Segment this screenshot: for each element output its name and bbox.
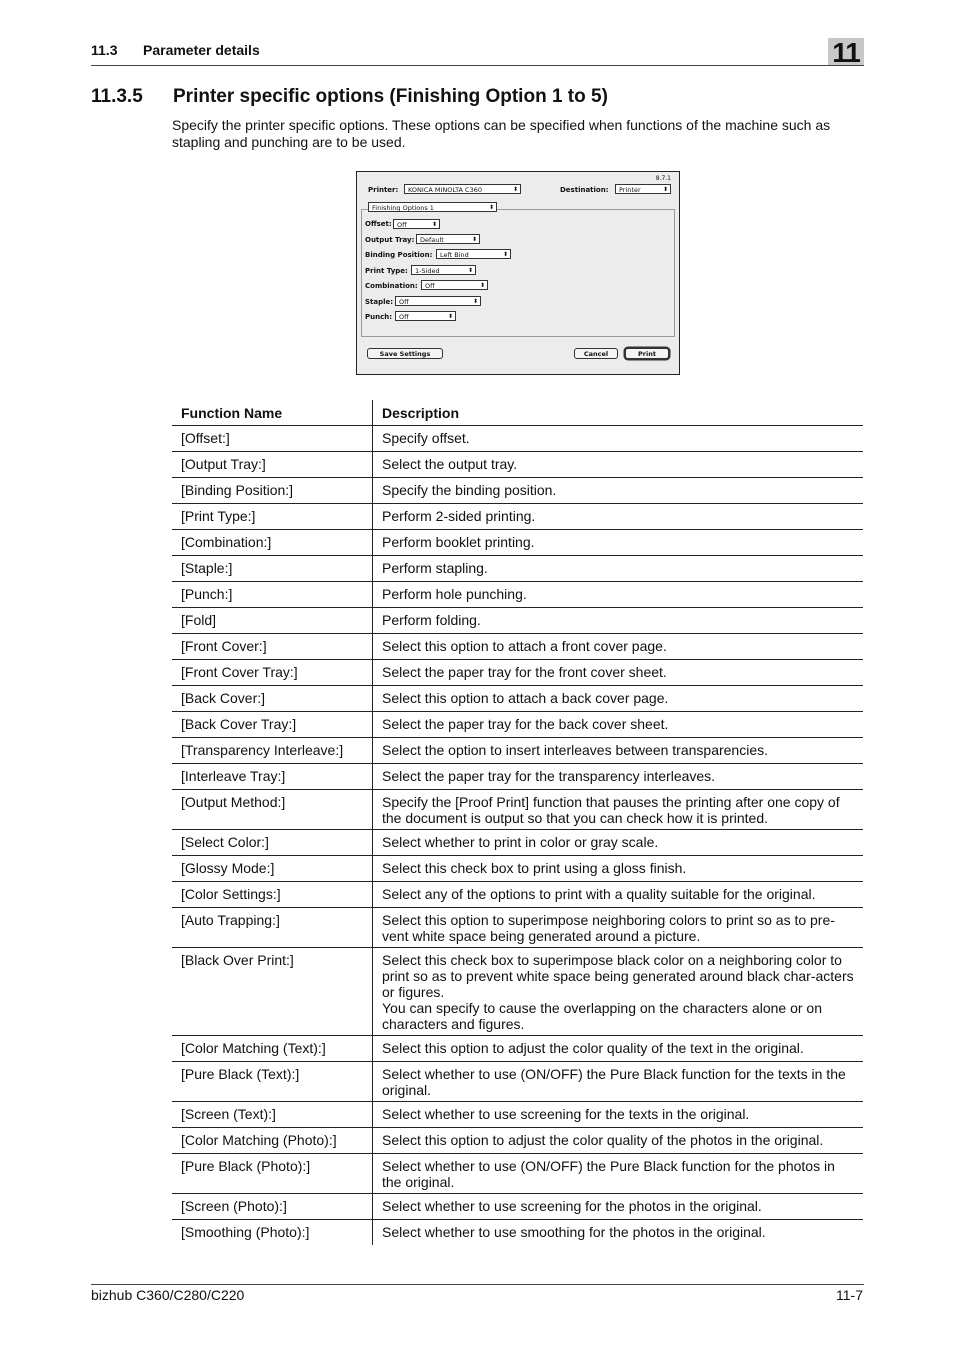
printer-popup[interactable] [404,184,521,194]
staple-popup[interactable] [395,296,481,306]
function-name-cell: [Output Method:] [172,790,373,830]
table-row [172,1102,863,1128]
punch-popup[interactable] [395,311,456,321]
table-row [172,712,863,738]
function-name-cell: [Black Over Print:] [172,948,373,1036]
description-cell: Select whether to use (ON/OFF) the Pure Black function for the texts in the original. [382,1066,846,1098]
description-cell: Select this option to attach a front cover page. [382,638,667,654]
table-row [172,1194,863,1220]
header-section-title: Parameter details [143,42,260,58]
popup-arrows-icon: ⬍ [447,313,453,320]
table-row [172,582,863,608]
function-name-cell: [Back Cover:] [172,686,373,712]
popup-arrows-icon: ⬍ [471,236,477,243]
function-name-cell: [Output Tray:] [172,452,373,478]
function-name-cell: [Color Matching (Text):] [172,1036,373,1062]
description-cell: Select the paper tray for the transparency interleaves. [382,768,716,784]
staple-value: Off [399,298,409,306]
popup-arrows-icon: ⬍ [472,298,478,305]
binding-position-label: Binding Position: [365,251,433,259]
staple-label: Staple: [365,298,394,306]
table-body [172,426,863,1246]
intro-paragraph: Specify the printer specific options. These options can be specified when functions of the machine such as stapling and punching are to be used. [172,117,831,150]
table-row [172,530,863,556]
function-name-cell: [Front Cover:] [172,634,373,660]
chapter-number-badge: 11 [828,38,864,65]
table-row [172,1036,863,1062]
printer-label: Printer: [368,186,399,194]
description-cell: Select whether to print in color or gray scale. [382,834,659,850]
description-cell: Specify the binding position. [382,482,557,498]
description-cell: Perform stapling. [382,560,488,576]
parameter-table [172,400,863,1245]
table-row [172,738,863,764]
function-name-cell: [Offset:] [172,426,373,452]
function-name-cell: [Auto Trapping:] [172,908,373,948]
table-row [172,948,863,1036]
printer-popup-value: KONICA MINOLTA C360 [408,186,483,194]
function-name-cell: [Select Color:] [172,830,373,856]
cancel-button[interactable]: Cancel [574,348,618,359]
function-name-cell: [Back Cover Tray:] [172,712,373,738]
output-tray-popup[interactable] [416,234,480,244]
save-settings-button[interactable]: Save Settings [367,348,443,359]
popup-arrows-icon: ⬍ [662,186,668,193]
function-name-cell: [Print Type:] [172,504,373,530]
popup-arrows-icon: ⬍ [488,204,494,211]
function-name-cell: [Punch:] [172,582,373,608]
combination-popup[interactable] [421,280,488,290]
function-name-cell: [Pure Black (Text):] [172,1062,373,1102]
binding-position-popup[interactable] [436,249,511,259]
description-cell: Select whether to use (ON/OFF) the Pure Black function for the photos in the original. [382,1158,835,1190]
offset-label: Offset: [365,220,392,228]
table-row [172,452,863,478]
combination-value: Off [425,282,435,290]
punch-label: Punch: [365,313,393,321]
function-name-cell: [Smoothing (Photo):] [172,1220,373,1246]
description-cell: Select the paper tray for the back cover sheet. [382,716,669,732]
section-heading [91,86,608,108]
table-row [172,908,863,948]
table-row [172,1154,863,1194]
description-cell: Specify the [Proof Print] function that pauses the printing after one copy of the document is output so that you can check how it is printed. [382,794,840,826]
offset-value: Off [397,221,407,229]
function-name-cell: [Combination:] [172,530,373,556]
description-cell: Select whether to use screening for the photos in the original. [382,1198,762,1214]
description-cell: Select this check box to print using a gloss finish. [382,860,687,876]
table-header-row [172,400,863,426]
table-row [172,830,863,856]
function-name-cell: [Color Settings:] [172,882,373,908]
table-row [172,556,863,582]
function-name-cell: [Staple:] [172,556,373,582]
table-row [172,790,863,830]
description-cell: Select whether to use screening for the texts in the original. [382,1106,750,1122]
dialog-version: 8.7.1 [655,175,671,182]
popup-arrows-icon: ⬍ [502,251,508,258]
table-row [172,504,863,530]
output-tray-value: Default [420,236,444,244]
column-header-description: Description [382,405,460,421]
table-row [172,478,863,504]
table-row [172,426,863,452]
function-name-cell: [Color Matching (Photo):] [172,1128,373,1154]
heading-title: Printer specific options (Finishing Option 1 to 5) [173,86,608,107]
function-name-cell: [Pure Black (Photo):] [172,1154,373,1194]
function-name-cell: [Transparency Interleave:] [172,738,373,764]
running-header [91,42,260,58]
table-row [172,856,863,882]
column-header-function-name: Function Name [172,400,373,426]
panel-popup[interactable] [368,202,497,212]
function-name-cell: [Interleave Tray:] [172,764,373,790]
offset-popup[interactable] [393,219,440,229]
header-divider [91,65,864,66]
description-cell: Select this option to attach a back cover page. [382,690,669,706]
panel-popup-value: Finishing Options 1 [372,204,434,212]
function-name-cell: [Binding Position:] [172,478,373,504]
footer-product: bizhub C360/C280/C220 [91,1287,245,1303]
print-type-label: Print Type: [365,267,408,275]
combination-label: Combination: [365,282,418,290]
description-cell: Perform folding. [382,612,481,628]
function-name-cell: [Screen (Text):] [172,1102,373,1128]
header-section-number: 11.3 [91,42,118,58]
table-row [172,1220,863,1246]
print-type-value: 1-Sided [415,267,440,275]
description-cell: Select the paper tray for the front cover sheet. [382,664,667,680]
footer-divider [91,1284,864,1285]
punch-value: Off [399,313,409,321]
description-cell: Perform booklet printing. [382,534,535,550]
description-cell: Perform hole punching. [382,586,527,602]
table-row [172,1128,863,1154]
print-dialog-screenshot [356,171,680,375]
table-row [172,660,863,686]
table-row [172,608,863,634]
footer-page-number: 11-7 [836,1287,863,1303]
description-cell: Select whether to use smoothing for the photos in the original. [382,1224,766,1240]
table-row [172,634,863,660]
destination-popup-value: Printer [619,186,641,194]
popup-arrows-icon: ⬍ [512,186,518,193]
output-tray-label: Output Tray: [365,236,415,244]
print-button[interactable]: Print [625,348,669,359]
print-type-popup[interactable] [411,265,476,275]
description-cell: Select this option to superimpose neighboring colors to print so as to pre-vent white space being generated around a picture. [382,912,835,944]
function-name-cell: [Front Cover Tray:] [172,660,373,686]
table-row [172,1062,863,1102]
function-name-cell: [Fold] [172,608,373,634]
function-name-cell: [Screen (Photo):] [172,1194,373,1220]
description-cell: Select the output tray. [382,456,518,472]
destination-popup[interactable] [615,184,671,194]
table-row [172,882,863,908]
destination-label: Destination: [560,186,609,194]
description-cell: Perform 2-sided printing. [382,508,536,524]
description-cell: Specify offset. [382,430,470,446]
table-row [172,686,863,712]
popup-arrows-icon: ⬍ [467,267,473,274]
description-cell: Select this check box to superimpose black color on a neighboring color to print so as to prevent white space being generated around black char-acters or figures. You can specify to cause the overlapping on the characters alone or on characters and figures. [382,952,854,1032]
heading-number: 11.3.5 [91,86,143,107]
table-row [172,764,863,790]
description-cell: Select the option to insert interleaves between transparencies. [382,742,769,758]
description-cell: Select any of the options to print with a quality suitable for the original. [382,886,816,902]
description-cell: Select this option to adjust the color quality of the photos in the original. [382,1132,824,1148]
popup-arrows-icon: ⬍ [431,221,437,228]
description-cell: Select this option to adjust the color quality of the text in the original. [382,1040,804,1056]
function-name-cell: [Glossy Mode:] [172,856,373,882]
binding-position-value: Left Bind [440,251,469,259]
popup-arrows-icon: ⬍ [479,282,485,289]
